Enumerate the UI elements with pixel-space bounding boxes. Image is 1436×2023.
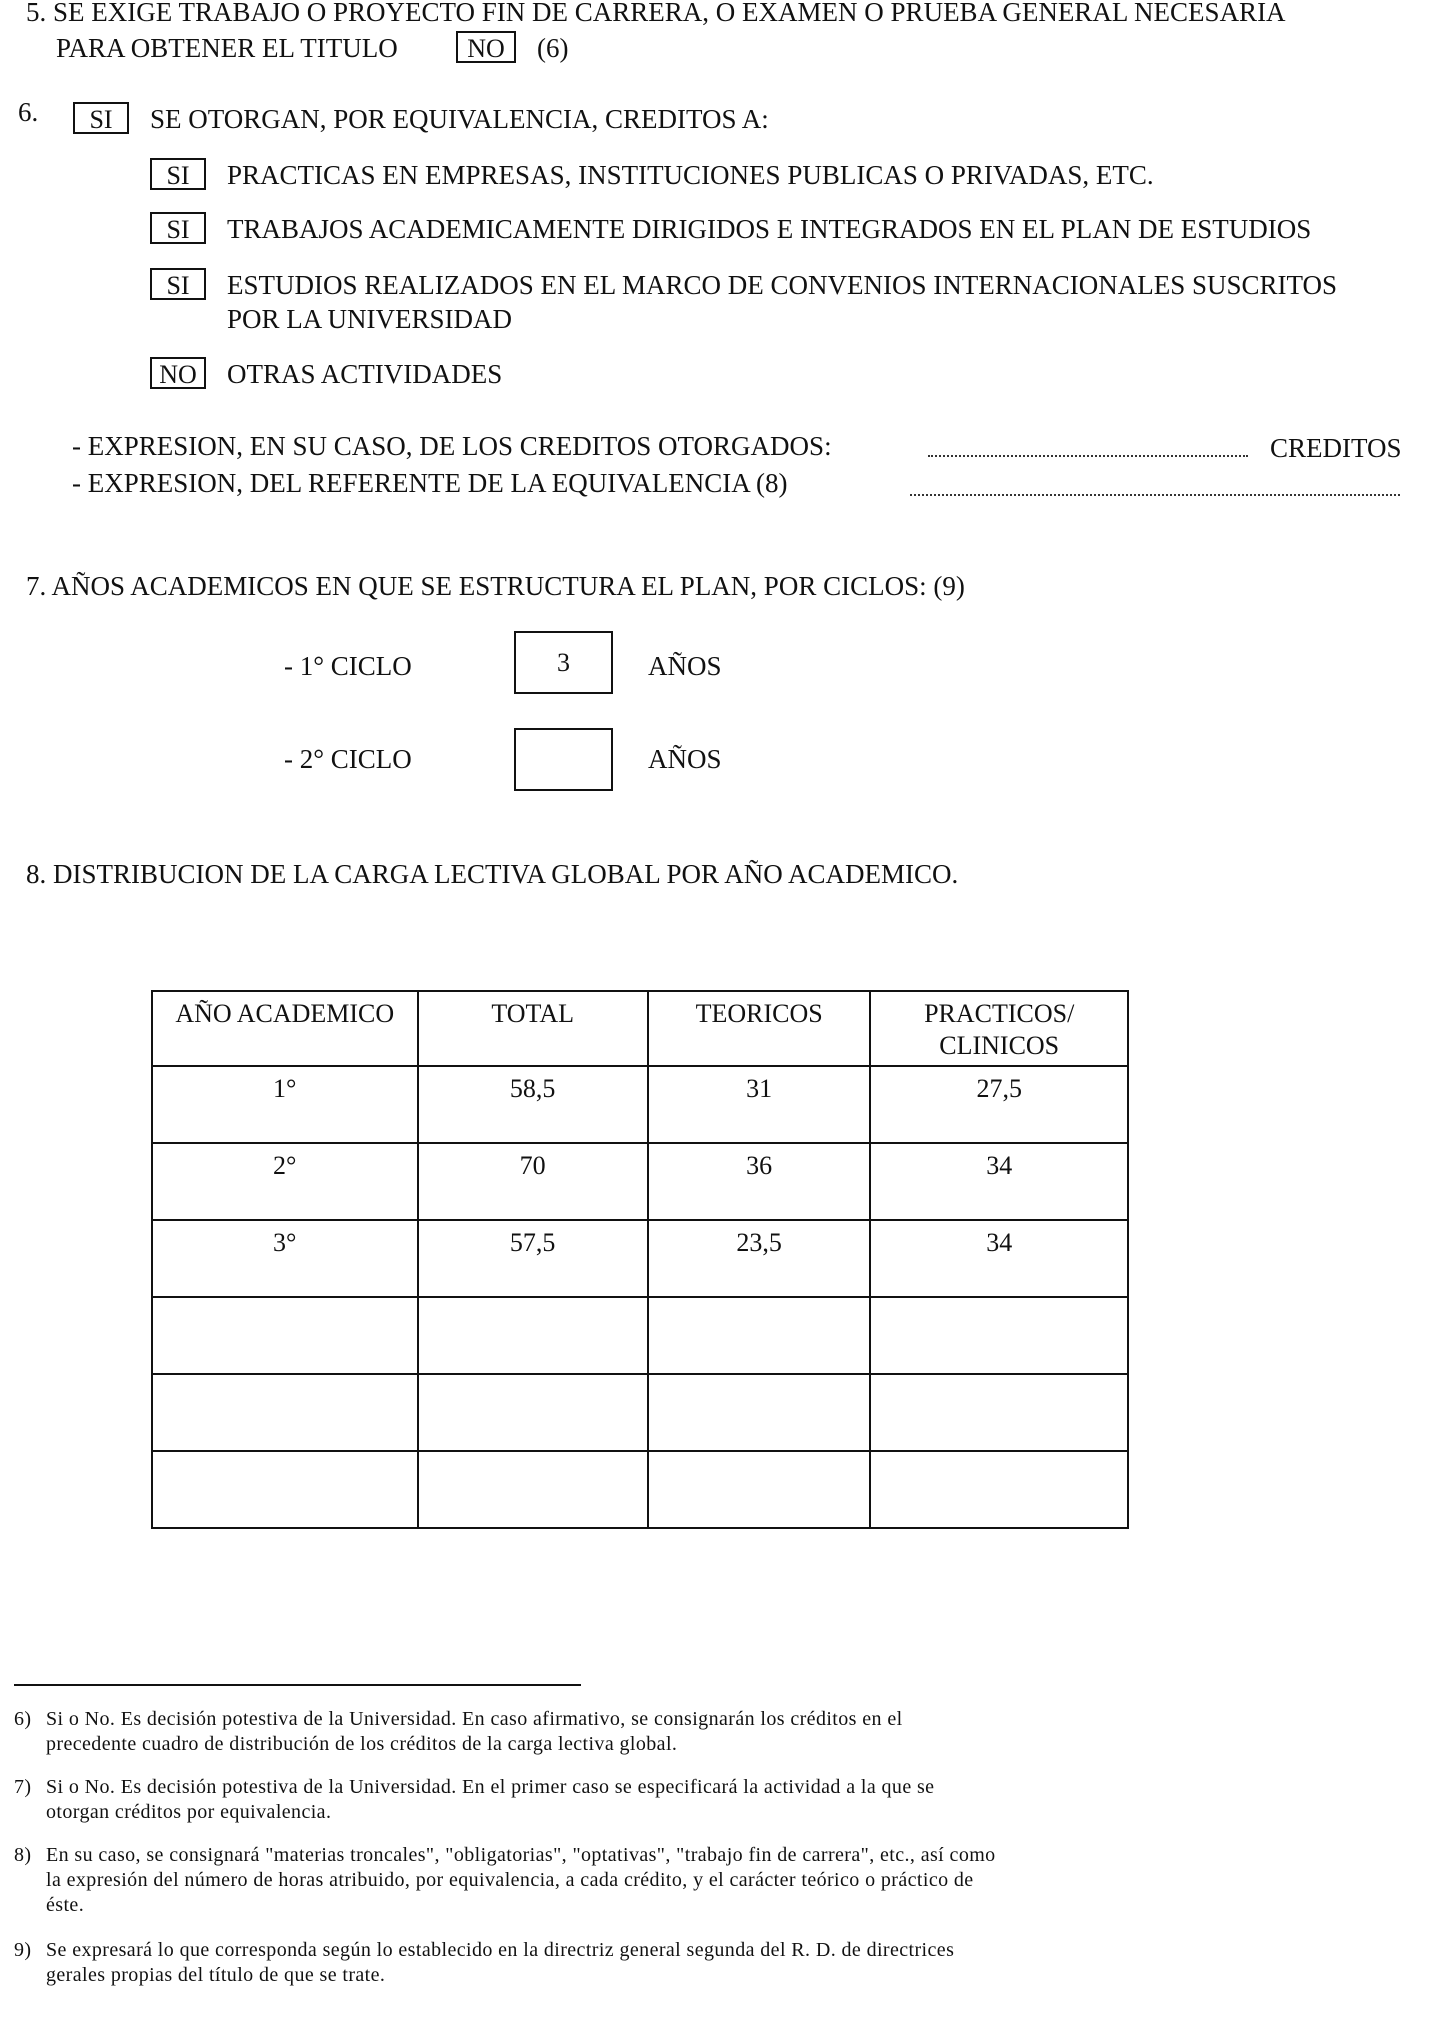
cell-teoricos[interactable] bbox=[648, 1374, 871, 1451]
footnote-text: precedente cuadro de distribución de los créditos de la carga lectiva global. bbox=[46, 1733, 678, 1755]
footnote-number: 8) bbox=[14, 1844, 32, 1866]
header-total: TOTAL bbox=[418, 991, 648, 1066]
table-row bbox=[152, 1066, 1128, 1143]
cycle-2-value-box[interactable] bbox=[514, 728, 613, 791]
footnote-text: gerales propias del título de que se trate. bbox=[46, 1964, 386, 1986]
cell-teoricos: 31 bbox=[648, 1066, 871, 1143]
cell-practicos: 27,5 bbox=[870, 1066, 1128, 1143]
cell-year: 2° bbox=[152, 1143, 418, 1220]
cycle-2-label: - 2° CICLO bbox=[284, 744, 412, 774]
cycle-2-unit: AÑOS bbox=[648, 744, 722, 774]
cell-teoricos: 36 bbox=[648, 1143, 871, 1220]
cell-total: 57,5 bbox=[418, 1220, 648, 1297]
referent-field[interactable] bbox=[910, 494, 1400, 496]
table-header-row bbox=[152, 991, 1128, 1066]
distribution-table bbox=[151, 990, 1129, 1529]
table-row bbox=[152, 1220, 1128, 1297]
section-7-heading: 7. AÑOS ACADEMICOS EN QUE SE ESTRUCTURA EL PLAN, POR CICLOS: (9) bbox=[26, 571, 965, 601]
footnote-text: la expresión del número de horas atribuido, por equivalencia, a cada crédito, y el carácter teórico o práctico de bbox=[46, 1869, 974, 1891]
table-row bbox=[152, 1297, 1128, 1374]
credits-unit: CREDITOS bbox=[1270, 433, 1402, 463]
header-ano-academico: AÑO ACADEMICO bbox=[152, 991, 418, 1066]
footnote-8 bbox=[14, 1843, 1364, 1918]
footnote-text: otorgan créditos por equivalencia. bbox=[46, 1801, 332, 1823]
cycle-1-label: - 1° CICLO bbox=[284, 651, 412, 681]
section-5-ref: (6) bbox=[537, 33, 569, 63]
credits-field[interactable] bbox=[928, 455, 1248, 457]
section-5-line-1: 5. SE EXIGE TRABAJO O PROYECTO FIN DE CARRERA, O EXAMEN O PRUEBA GENERAL NECESARIA bbox=[26, 0, 1286, 27]
cell-year: 1° bbox=[152, 1066, 418, 1143]
cell-practicos: 34 bbox=[870, 1220, 1128, 1297]
credits-label: - EXPRESION, EN SU CASO, DE LOS CREDITOS OTORGADOS: bbox=[72, 431, 832, 461]
cell-total: 70 bbox=[418, 1143, 648, 1220]
header-practicos-clinicos: PRACTICOS/ CLINICOS bbox=[870, 991, 1128, 1066]
footnote-text: éste. bbox=[46, 1894, 85, 1916]
equivalence-item-trabajos: TRABAJOS ACADEMICAMENTE DIRIGIDOS E INTEGRADOS EN EL PLAN DE ESTUDIOS bbox=[227, 214, 1312, 244]
footnote-6 bbox=[14, 1707, 1364, 1757]
cell-practicos[interactable] bbox=[870, 1374, 1128, 1451]
footnote-7 bbox=[14, 1775, 1364, 1825]
table-row bbox=[152, 1143, 1128, 1220]
referent-label: - EXPRESION, DEL REFERENTE DE LA EQUIVALENCIA (8) bbox=[72, 468, 788, 498]
equivalence-item-practicas: PRACTICAS EN EMPRESAS, INSTITUCIONES PUBLICAS O PRIVADAS, ETC. bbox=[227, 160, 1154, 190]
cell-total: 58,5 bbox=[418, 1066, 648, 1143]
cell-year[interactable] bbox=[152, 1374, 418, 1451]
equivalence-answer-box-convenios[interactable]: SI bbox=[150, 268, 206, 300]
cell-practicos[interactable] bbox=[870, 1297, 1128, 1374]
footnote-number: 9) bbox=[14, 1939, 32, 1961]
cell-practicos: 34 bbox=[870, 1143, 1128, 1220]
cell-total[interactable] bbox=[418, 1451, 648, 1528]
cell-total[interactable] bbox=[418, 1297, 648, 1374]
section-6-heading: SE OTORGAN, POR EQUIVALENCIA, CREDITOS A: bbox=[150, 104, 769, 134]
footnote-text: Se expresará lo que corresponda según lo establecido en la directriz general segunda del R. D. de directrices bbox=[46, 1939, 955, 1961]
cell-year: 3° bbox=[152, 1220, 418, 1297]
footnote-number: 6) bbox=[14, 1708, 32, 1730]
footnote-9 bbox=[14, 1938, 1364, 1988]
cell-year[interactable] bbox=[152, 1451, 418, 1528]
header-teoricos: TEORICOS bbox=[648, 991, 871, 1066]
cell-teoricos[interactable] bbox=[648, 1297, 871, 1374]
equivalence-item-convenios-line-2: POR LA UNIVERSIDAD bbox=[227, 304, 513, 334]
footnote-divider bbox=[14, 1684, 581, 1686]
cycle-1-value-box[interactable]: 3 bbox=[514, 631, 613, 694]
cell-teoricos[interactable] bbox=[648, 1451, 871, 1528]
footnote-number: 7) bbox=[14, 1776, 32, 1798]
cell-year[interactable] bbox=[152, 1297, 418, 1374]
equivalence-item-convenios: ESTUDIOS REALIZADOS EN EL MARCO DE CONVENIOS INTERNACIONALES SUSCRITOS bbox=[227, 270, 1338, 300]
section-6-answer-box[interactable]: SI bbox=[73, 102, 129, 134]
equivalence-answer-box-trabajos[interactable]: SI bbox=[150, 212, 206, 244]
equivalence-answer-box-practicas[interactable]: SI bbox=[150, 158, 206, 190]
section-5-answer-box[interactable]: NO bbox=[456, 31, 516, 63]
equivalence-answer-box-otras[interactable]: NO bbox=[150, 357, 206, 389]
cell-total[interactable] bbox=[418, 1374, 648, 1451]
cycle-1-unit: AÑOS bbox=[648, 651, 722, 681]
equivalence-item-otras: OTRAS ACTIVIDADES bbox=[227, 359, 503, 389]
cell-teoricos: 23,5 bbox=[648, 1220, 871, 1297]
table-row bbox=[152, 1374, 1128, 1451]
footnote-text: En su caso, se consignará "materias troncales", "obligatorias", "optativas", "trabajo fin de carrera", etc., así como bbox=[46, 1844, 996, 1866]
section-5-line-2: PARA OBTENER EL TITULO bbox=[56, 33, 398, 63]
footnote-text: Si o No. Es decisión potestiva de la Universidad. En el primer caso se especificará la actividad a la que se bbox=[46, 1776, 935, 1798]
section-6-number: 6. bbox=[18, 97, 39, 127]
section-8-heading: 8. DISTRIBUCION DE LA CARGA LECTIVA GLOBAL POR AÑO ACADEMICO. bbox=[26, 859, 959, 889]
footnote-text: Si o No. Es decisión potestiva de la Universidad. En caso afirmativo, se consignarán los créditos en el bbox=[46, 1708, 903, 1730]
cell-practicos[interactable] bbox=[870, 1451, 1128, 1528]
table-row bbox=[152, 1451, 1128, 1528]
